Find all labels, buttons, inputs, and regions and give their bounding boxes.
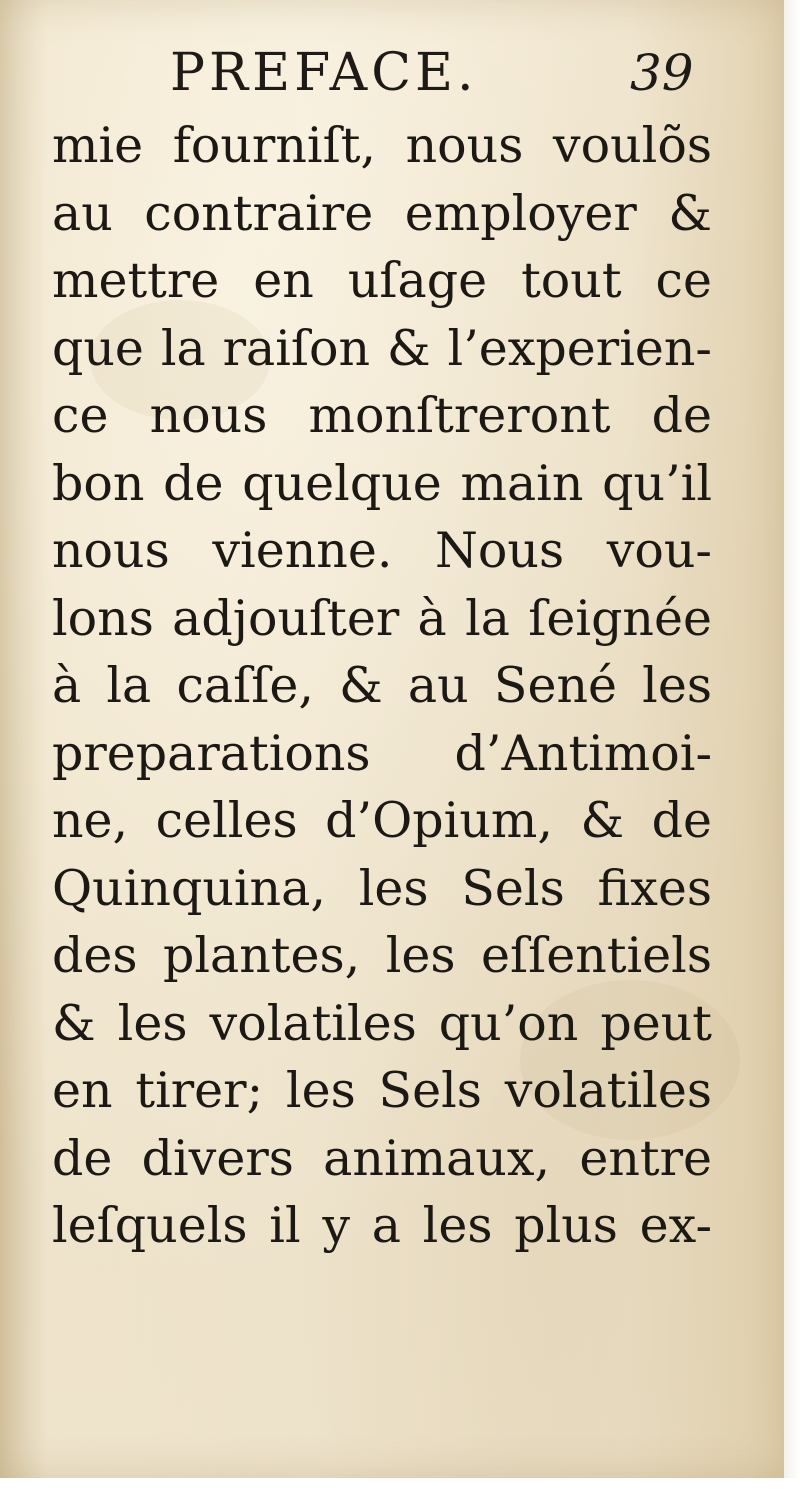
text-line: leſquels il y a les plus ex- [52,1197,712,1254]
page-edge-bottom [0,1478,800,1489]
text-line: & les volatiles qu’on peut [52,994,712,1052]
page-edge-right [784,0,800,1489]
running-head: PREFACE. [170,43,478,103]
text-line: de divers animaux, entre [52,1129,712,1187]
text-line: mie fourniſt, nous voulõs [52,117,712,174]
text-line: que la raiſon & l’experien- [52,319,712,377]
text-line: des plantes, les eſſentiels [52,927,712,984]
text-line: bon de quelque main qu’il [52,454,712,512]
text-line: preparations d’Antimoi- [52,724,712,782]
text-line: nous vienne. Nous vou- [52,522,712,579]
text-line: en tirer; les Sels volatiles [52,1062,712,1119]
text-line: au contraire employer & [52,184,712,242]
body-text [52,112,712,1260]
page-header [170,38,730,108]
page-number: 39 [630,44,694,102]
text-line: à la caſſe, & au Sené les [52,657,712,714]
text-line: ce nous monſtreront de [52,387,712,444]
text-line: Quinquina, les Sels fixes [52,859,712,917]
text-line: ne, celles d’Opium, & de [52,792,712,849]
text-line: mettre en uſage tout ce [52,252,712,309]
text-line: lons adjouſter à la ſeignée [52,589,712,647]
